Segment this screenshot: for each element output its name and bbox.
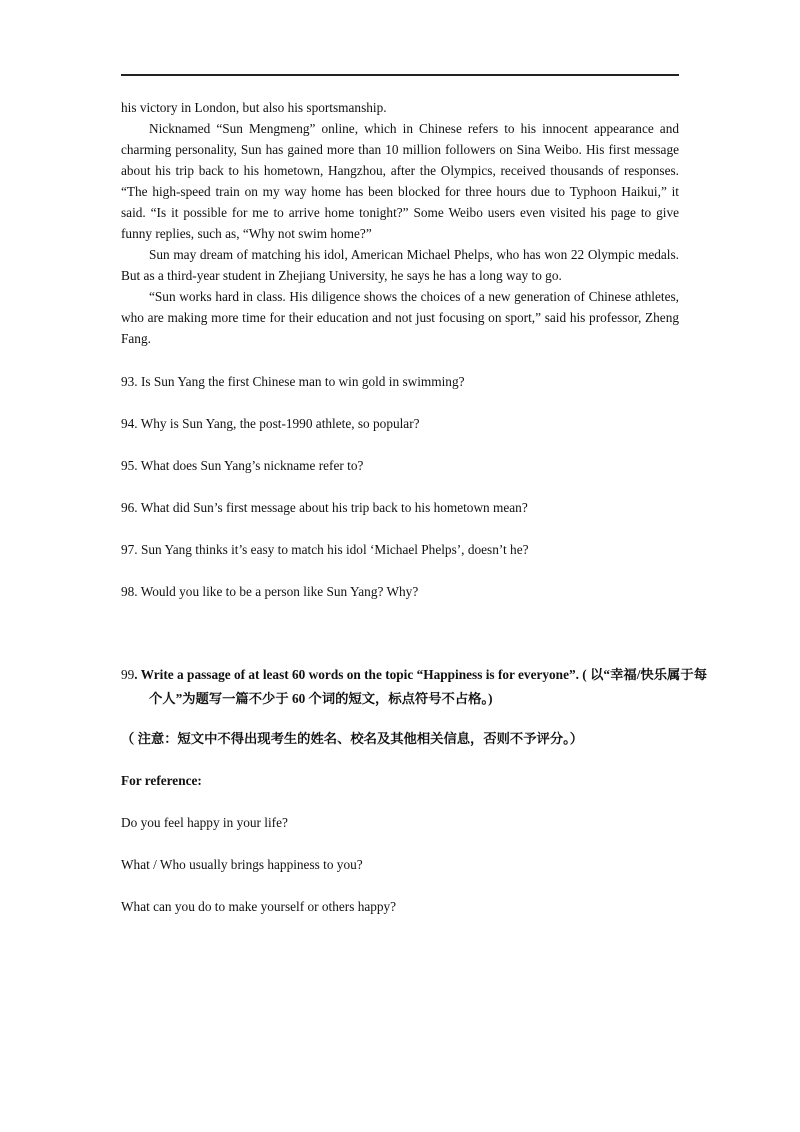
reference-question-2: What / Who usually brings happiness to you? (121, 857, 363, 872)
reference-question-3: What can you do to make yourself or others happy? (121, 899, 397, 914)
reference-heading: For reference: (121, 773, 202, 788)
question-95: 95. What does Sun Yang’s nickname refer to? (121, 458, 364, 473)
writing-task-prompt (121, 663, 707, 711)
reference-question-1: Do you feel happy in your life? (121, 815, 288, 830)
writing-task-text: . Write a passage of at least 60 words on the topic “Happiness is for everyone”. ( 以“幸福/快乐属于每个人”为题写一篇不少于 60 个词的短文，标点符号不占格。) (134, 667, 707, 706)
passage-paragraph-3: Sun may dream of matching his idol, American Michael Phelps, who has won 22 Olympic medals. But as a third-year student in Zhejiang University, he says he has a long way to go. (121, 247, 679, 283)
passage-paragraph-2: Nicknamed “Sun Mengmeng” online, which in Chinese refers to his innocent appearance and charming personality, Sun has gained more than 10 million followers on Sina Weibo. His first message about his trip back to his hometown, Hangzhou, after the Olympics, received thousands of responses. “The high-speed train on my way home has been blocked for three hours due to Typhoon Haikui,” it said. “Is it possible for me to arrive home tonight?” Some Weibo users even visited his page to give funny replies, such as, “Why not swim home?” (121, 121, 679, 241)
writing-note: （ 注意：短文中不得出现考生的姓名、校名及其他相关信息，否则不予评分。） (121, 731, 584, 746)
question-94: 94. Why is Sun Yang, the post-1990 athlete, so popular? (121, 416, 420, 431)
question-96: 96. What did Sun’s first message about his trip back to his hometown mean? (121, 500, 528, 515)
header-rule (121, 74, 679, 76)
writing-task-number: 99 (121, 667, 135, 682)
question-97: 97. Sun Yang thinks it’s easy to match his idol ‘Michael Phelps’, doesn’t he? (121, 542, 529, 557)
reading-passage (121, 97, 679, 349)
passage-paragraph-1: his victory in London, but also his sportsmanship. (121, 100, 387, 115)
question-93: 93. Is Sun Yang the first Chinese man to win gold in swimming? (121, 374, 465, 389)
passage-paragraph-4: “Sun works hard in class. His diligence shows the choices of a new generation of Chinese athletes, who are making more time for their education and not just focusing on sport,” said his professor, Zheng Fang. (121, 289, 679, 346)
question-98: 98. Would you like to be a person like Sun Yang? Why? (121, 584, 419, 599)
